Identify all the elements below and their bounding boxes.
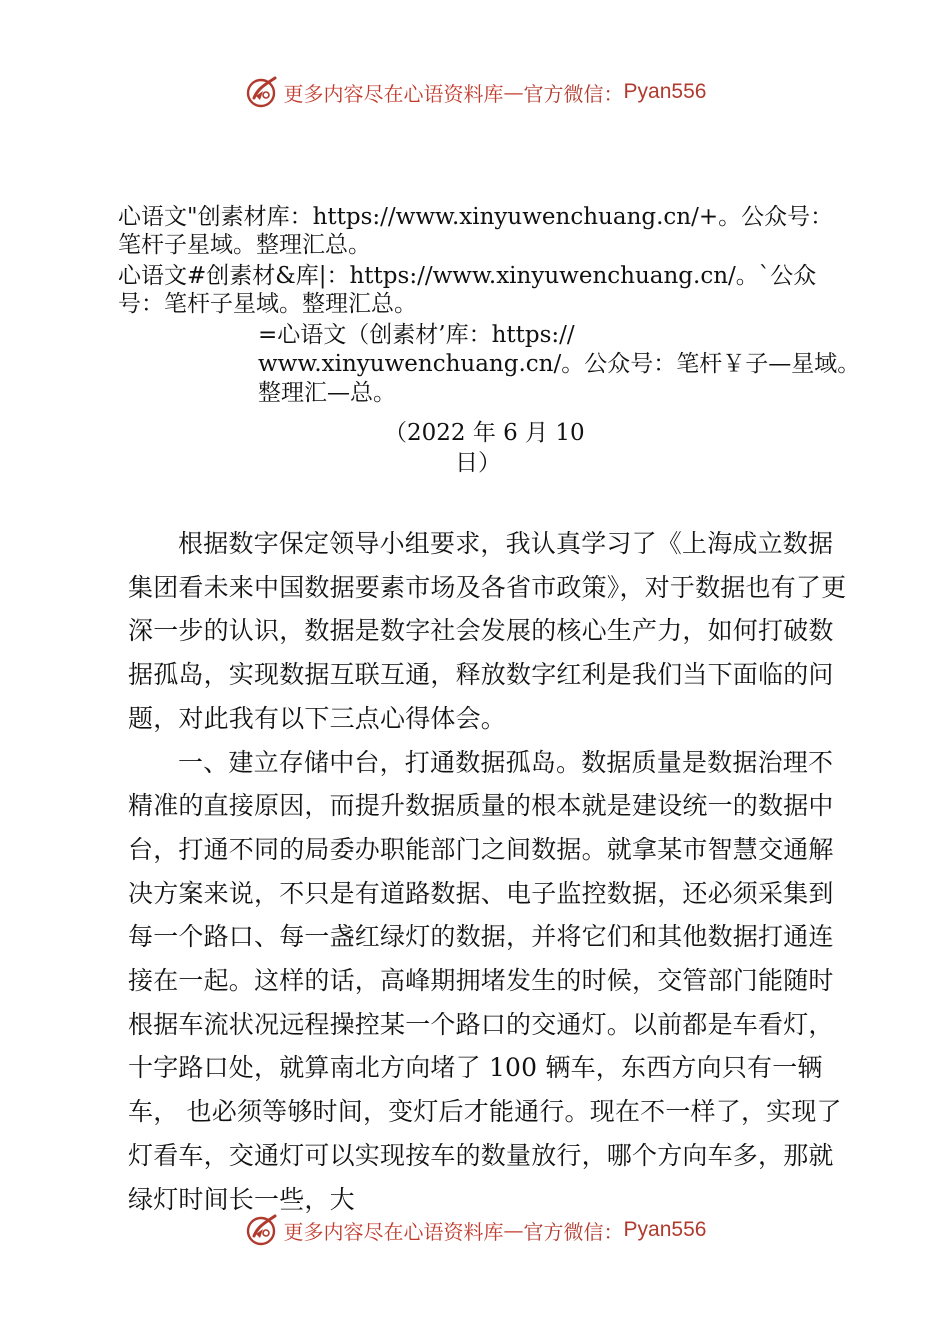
date-line-1: （2022 年 6 月 10 — [384, 420, 585, 446]
banner-wechat-label: 官方微信： — [523, 81, 624, 106]
header-line-2: 笔杆子星域。整理汇总。 — [118, 232, 371, 258]
banner-text: 更多内容尽在心语资料库 — [283, 81, 504, 106]
banner-wechat-id: Pyan556 — [623, 1218, 707, 1241]
header-line-3: 心语文#创素材&库|：https://www.xinyuwenchuang.cn/。`公众 — [118, 263, 817, 289]
date-line-2: 日） — [455, 450, 501, 476]
header-banner — [0, 70, 950, 114]
header-line-6: www.xinyuwenchuang.cn/。公众号：笔杆￥子—星域。 — [258, 351, 861, 377]
banner-wechat-label: 官方微信： — [523, 1219, 624, 1244]
banner-wechat-id: Pyan556 — [623, 80, 707, 103]
banner-text: 更多内容尽在心语资料库 — [283, 1219, 504, 1244]
brush-logo-icon — [244, 1212, 280, 1248]
banner-dash: — — [503, 80, 524, 104]
header-line-4: 号：笔杆子星域。整理汇总。 — [118, 291, 417, 317]
brush-logo-icon — [244, 74, 280, 110]
paragraph-1: 根据数字保定领导小组要求，我认真学习了《上海成立数据集团看未来中国数据要素市场及各省市政策》，对于数据也有了更深一步的认识，数据是数字社会发展的核心生产力，如何打破数据孤岛，实现数据互联互通，释放数字红利是我们当下面临的问题，对此我有以下三点心得体会。 — [128, 529, 847, 733]
document-body — [128, 522, 848, 1221]
banner-dash: — — [503, 1218, 524, 1242]
header-line-5: =心语文（创素材’库：https:// — [258, 322, 575, 348]
paragraph-2: 一、建立存储中台，打通数据孤岛。数据质量是数据治理不精准的直接原因，而提升数据质量的根本就是建设统一的数据中台，打通不同的局委办职能部门之间数据。就拿某市智慧交通解决方案来说，不只是有道路数据、电子监控数据，还必须采集到每一个路口、每一盏红绿灯的数据，并将它们和其他数据打通连接在一起。这样的话，高峰期拥堵发生的时候，交管部门能随时根据车流状况远程操控某一个路口的交通灯。以前都是车看灯， 十字路口处，就算南北方向堵了 100 辆车，东西方向只有一辆车， 也必须等够时间，变灯后才能通行。现在不一样了，实现了灯看车，交通灯可以实现按车的数量放行，哪个方向车多，那就绿灯时间长一些，大 — [128, 747, 842, 1214]
header-line-7: 整理汇—总。 — [258, 380, 396, 406]
footer-banner — [0, 1208, 950, 1252]
header-line-1: 心语文"创素材库：https://www.xinyuwenchuang.cn/+。公众号： — [118, 204, 834, 230]
